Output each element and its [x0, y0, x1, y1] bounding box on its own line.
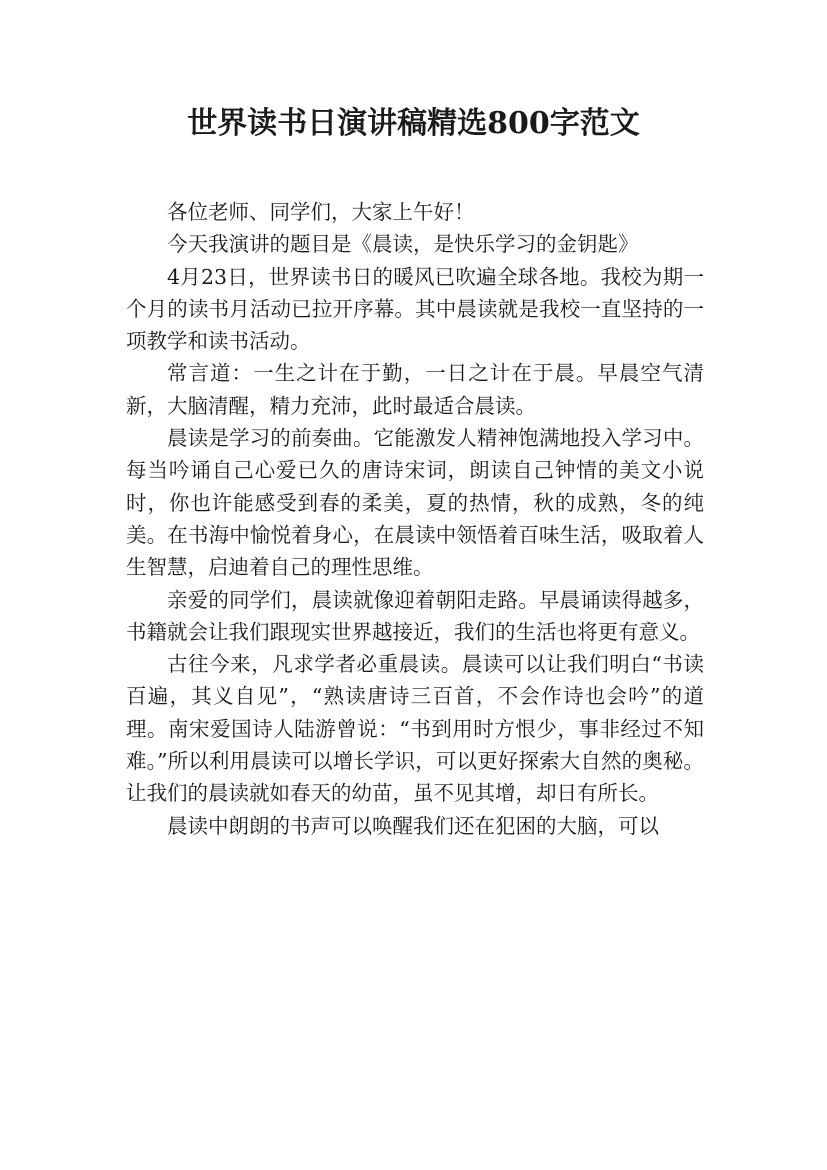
- document-body: [126, 196, 704, 842]
- paragraph-topic: 今天我演讲的题目是《晨读，是快乐学习的金钥匙》: [167, 232, 639, 257]
- document-title: 世界读书日演讲稿精选800字范文: [187, 106, 640, 141]
- paragraph-scholars: 古往今来，凡求学者必重晨读。晨读可以让我们明白“书读百遍，其义自见”，“熟读唐诗三百首，不会作诗也会吟”的道理。南宋爱国诗人陆游曾说：“书到用时方恨少，事非经过不知难。”所以利用晨读可以增长学识，可以更好探索大自然的奥秘。让我们的晨读就如春天的幼苗，虽不见其增，却日有所长。: [126, 652, 704, 806]
- paragraph-reading-day: 4月23日，世界读书日的暖风已吹遍全球各地。我校为期一个月的读书月活动已拉开序幕。其中晨读就是我校一直坚持的一项教学和读书活动。: [126, 264, 704, 354]
- paragraph-prelude: 晨读是学习的前奏曲。它能激发人精神饱满地投入学习中。每当吟诵自己心爱已久的唐诗宋词，朗读自己钟情的美文小说时，你也许能感受到春的柔美，夏的热情，秋的成熟，冬的纯美。在书海中愉悦着身心，在晨读中领悟着百味生活，吸取着人生智慧，启迪着自己的理性思维。: [126, 426, 704, 580]
- paragraph-greeting: 各位老师、同学们，大家上午好！: [167, 200, 475, 224]
- paragraph-morning-walk: 亲爱的同学们，晨读就像迎着朝阳走路。早晨诵读得越多，书籍就会让我们跟现实世界越接近，我们的生活也将更有意义。: [126, 587, 704, 644]
- paragraph-reading-voice: 晨读中朗朗的书声可以唤醒我们还在犯困的大脑，可以: [167, 813, 659, 838]
- paragraph-saying: 常言道：一生之计在于勤，一日之计在于晨。早晨空气清新，大脑清醒，精力充沛，此时最适合晨读。: [126, 361, 704, 418]
